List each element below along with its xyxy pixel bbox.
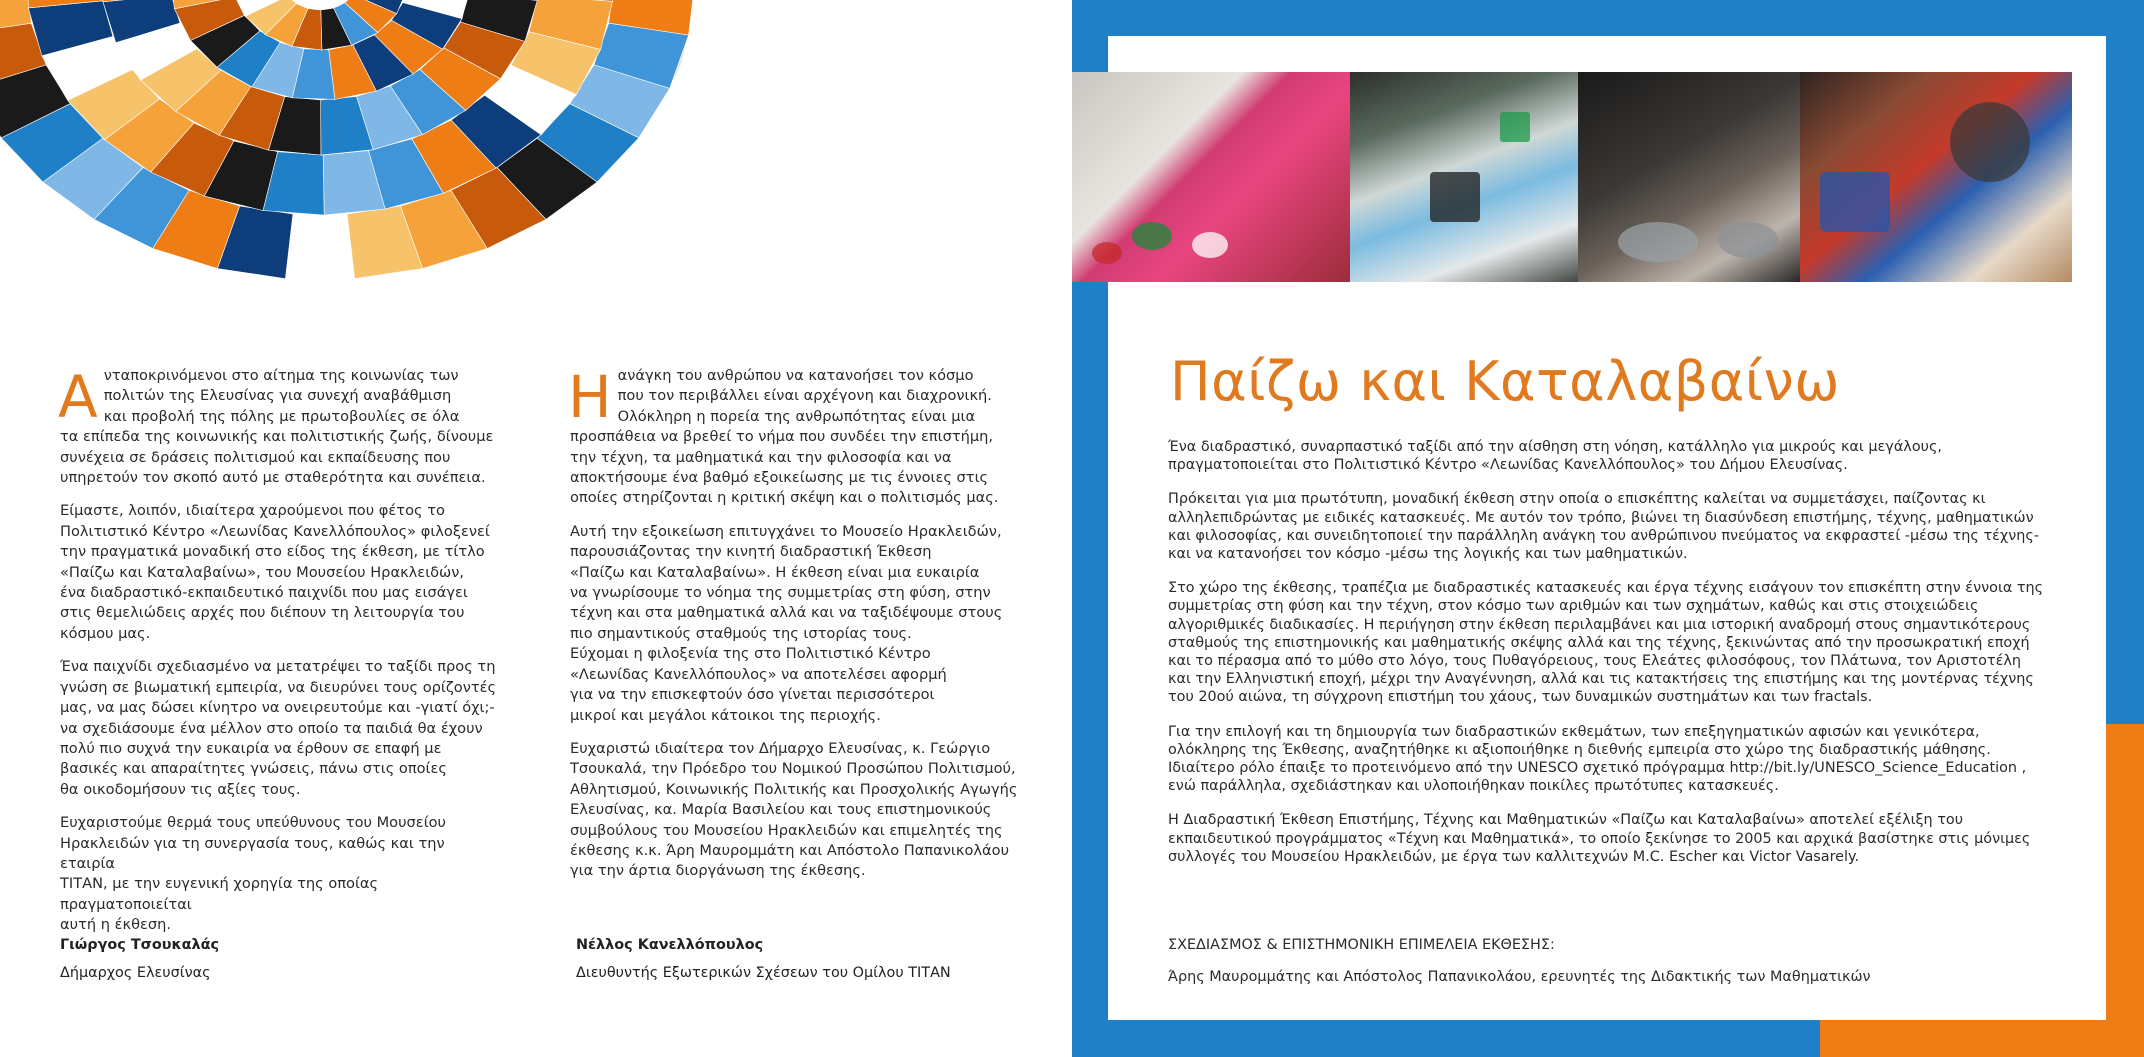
signature-name: Νέλλος Κανελλόπουλος <box>576 937 764 953</box>
paragraph: Πρόκειται για μια πρωτότυπη, μοναδική έκθεση στην οποία ο επισκέπτης καλείται να συμμετάσχει, παίζοντας κι αλληλεπιδρώντας με ειδικές κατασκευές. Με αυτόν τον τρόπο, βιώνει τη διασύνδεση επιστήμης, τέχνης, μαθηματικών και φιλοσοφίας, και συνειδητοποιεί την παράλληλη ανάγκη του ανθρώπινου πνεύματος να εκφραστεί -μέσω της τέχνης- και να κατανοήσει τον κόσμο -μέσω της λογικής και των μαθηματικών. <box>1168 491 2040 563</box>
intro-column-mayor <box>58 363 500 949</box>
paragraph: Ένα παιχνίδι σχεδιασμένο να μετατρέψει το ταξίδι προς τη γνώση σε βιωματική εμπειρία, να διευρύνει τους ορίζοντές μας, να μας δώσει κίνητρο να ονειρευτούμε και -γιατί όχι;- να σχεδιάσουμε ένα μέλλον στο οποίο τα παιδιά θα έχουν πολύ πιο συχνά την ευκαιρία να έρθουν σε επαφή με βασικές και απαραίτητες γνώσεις, πάνω στις οποίες θα οικοδομήσουν τις αξίες τους. <box>60 658 497 798</box>
paragraph: Η Διαδραστική Έκθεση Επιστήμης, Τέχνης και Μαθηματικών «Παίζω και Καταλαβαίνω» αποτελεί εξέλιξη του εκπαιδευτικού προγράμματος «Τέχνη και Μαθηματικά», το οποίο ξεκίνησε το 2005 και αρχικά βασίστηκε στις μόνιμες συλλογές του Μουσείου Ηρακλειδών, με έργα των καλλιτεχνών M.C. Escher και Victor Vasarely. <box>1168 812 2031 865</box>
paragraph: Για την επιλογή και τη δημιουργία των διαδραστικών εκθεμάτων, των επεξηγηματικών αφισών και γενικότερα, ολόκληρης της Έκθεσης, αναζητήθηκε κι αξιοποιήθηκε η διεθνής εμπειρία στο χώρο της διαδραστικής μάθησης. Ιδιαίτερο ρόλο έπαιξε το προτεινόμενο από την UNESCO σχετικό πρόγραμμα http://bit.ly/UNESCO_Science_Education , ενώ παράλληλα, σχεδιάστηκαν και υλοποιήθηκαν ποικίλες πρωτότυπες κατασκευές. <box>1168 723 2027 795</box>
dropcap-letter: Η <box>568 363 612 431</box>
paragraph: Αυτή την εξοικείωση επιτυγχάνει το Μουσείο Ηρακλειδών, παρουσιάζοντας την κινητή διαδραστική Έκθεση «Παίζω και Καταλαβαίνω». Η έκθεση είναι μια ευκαιρία να γνωρίσουμε το νόημα της συμμετρίας στη φύση, στην τέχνη και στα μαθηματικά αλλά και να ταξιδέψουμε στους πιο σημαντικούς σταθμούς της ιστορίας τους. Εύχομαι η φιλοξενία της στο Πολιτιστικό Κέντρο «Λεωνίδας Κανελλόπουλος» να αποτελέσει αφορμή για να την επισκεφτούν όσο γίνεται περισσότεροι μικροί και μεγάλοι κάτοικοι της περιοχής. <box>570 522 1003 724</box>
paragraph: Στο χώρο της έκθεσης, τραπέζια με διαδραστικές κατασκευές και έργα τέχνης εισάγουν τον επισκέπτη στην έννοια της συμμετρίας στη φύση και την τέχνη, στον κόσμο των αριθμών και των σχημάτων, καθώς και στις στοιχειώδεις αλγοριθμικές διαδικασίες. Η περιήγηση στην έκθεση περιλαμβάνει και μια ιστορική αναδρομή στους σημαντικότερους σταθμούς της επιστημονικής και μαθηματικής σκέψης αλλά και της τέχνης, ξεκινώντας από την προσωκρατική εποχή και το πέρασμα από το μύθο στο λόγο, τους Πυθαγόρειους, τους Ελεάτες φιλοσόφους, τον Πλάτωνα, τον Αριστοτέλη και την Ελληνιστική εποχή, μέχρι την Αναγέννηση, αλλά και τις κατακτήσεις της επιστήμης και της μοντέρνας τέχνης του 20ού αιώνα, τη σύγχρονη επιστήμη του χάους, των δυναμικών συστημάτων και των fractals. <box>1168 580 2044 706</box>
signature-mayor <box>60 937 219 981</box>
photo-child-playing-board <box>1072 72 1350 282</box>
paragraph: Είμαστε, λοιπόν, ιδιαίτερα χαρούμενοι που φέτος το Πολιτιστικό Κέντρο «Λεωνίδας Κανελλόπουλος» φιλοξενεί την πραγματικά μοναδική στο είδος της έκθεση, με τίτλο «Παίζω και Καταλαβαίνω», του Μουσείου Ηρακλειδών, ένα διαδραστικό-εκπαιδευτικό παιχνίδι που μας εισάγει στις θεμελιώδεις αρχές που διέπουν τη λειτουργία του κόσμου μας. <box>60 502 490 642</box>
photo-experiment-bowls <box>1578 72 1800 282</box>
paragraph: Ένα διαδραστικό, συναρπαστικό ταξίδι από την αίσθηση στη νόηση, κατάλληλο για μικρούς και μεγάλους, πραγματοποιείται στο Πολιτιστικό Κέντρο «Λεωνίδας Κανελλόπουλος» του Δήμου Ελευσίνας. <box>1168 439 1942 474</box>
dropcap-letter: Α <box>58 363 98 431</box>
credits-heading: ΣΧΕΔΙΑΣΜΟΣ & ΕΠΙΣΤΗΜΟΝΙΚΗ ΕΠΙΜΕΛΕΙΑ ΕΚΘΕΣΗΣ: <box>1168 937 1555 953</box>
credits-names: Άρης Μαυρομμάτης και Απόστολος Παπανικολάου, ερευνητές της Διδακτικής των Μαθηματικών <box>1168 969 1871 985</box>
paragraph: νταποκρινόμενοι στο αίτημα της κοινωνίας των πολιτών της Ελευσίνας για συνεχή αναβάθμιση και προβολή της πόλης με πρωτοβουλίες σε όλα τα επίπεδα της κοινωνικής και πολιτιστικής ζωής, δίνουμε συνέχεια σε δράσεις πολιτισμού και εκπαίδευσης που υπηρετούν τον σκοπό αυτό με σταθερότητα και συνέπεια. <box>60 367 494 487</box>
exhibition-title: Παίζω και Καταλαβαίνω <box>1170 350 1840 413</box>
signature-title: Δήμαρχος Ελευσίνας <box>60 965 211 981</box>
paragraph: Ευχαριστούμε θερμά τους υπεύθυνους του Μουσείου Ηρακλειδών για τη συνεργασία τους, καθώς και την εταιρία ΤΙΤΑΝ, με την ευγενική χορηγία της οποίας πραγματοποιείται αυτή η έκθεση. <box>60 814 447 934</box>
signature-titan <box>576 937 951 981</box>
signature-title: Διευθυντής Εξωτερικών Σχέσεων του Ομίλου ΤΙΤΑΝ <box>576 965 951 981</box>
spiral-artwork <box>0 0 780 290</box>
paragraph: ανάγκη του ανθρώπου να κατανοήσει τον κόσμο που τον περιβάλλει είναι αρχέγονη και διαχρονική. Ολόκληρη η πορεία της ανθρωπότητας είναι μια προσπάθεια να βρεθεί το νήμα που συνδέει την επιστήμη, την τέχνη, τα μαθηματικά και την φιλοσοφία και να αποκτήσουμε ένα βαθμό εξοικείωσης με τις έννοιες στις οποίες στηρίζονται η κριτική σκέψη και ο πολιτισμός μας. <box>570 367 999 507</box>
intro-column-titan <box>568 363 1020 895</box>
signature-name: Γιώργος Τσουκαλάς <box>60 937 220 953</box>
photo-strip <box>1072 72 2072 282</box>
credits <box>1168 937 1871 1001</box>
photo-mechanical-model <box>1800 72 2072 282</box>
photo-geometry-cubes <box>1350 72 1578 282</box>
exhibition-description <box>1168 438 2048 882</box>
paragraph: Ευχαριστώ ιδιαίτερα τον Δήμαρχο Ελευσίνας, κ. Γεώργιο Τσουκαλά, την Πρόεδρο του Νομικού Προσώπου Πολιτισμού, Αθλητισμού, Κοινωνικής Πολιτικής και Προσχολικής Αγωγής Ελευσίνας, κα. Μαρία Βασιλείου και τους επιστημονικούς συμβούλους του Μουσείου Ηρακλειδών και επιμελητές της έκθεσης κ.κ. Άρη Μαυρομμάτη και Απόστολο Παπανικολάου για την άρτια διοργάνωση της έκθεσης. <box>570 739 1018 880</box>
